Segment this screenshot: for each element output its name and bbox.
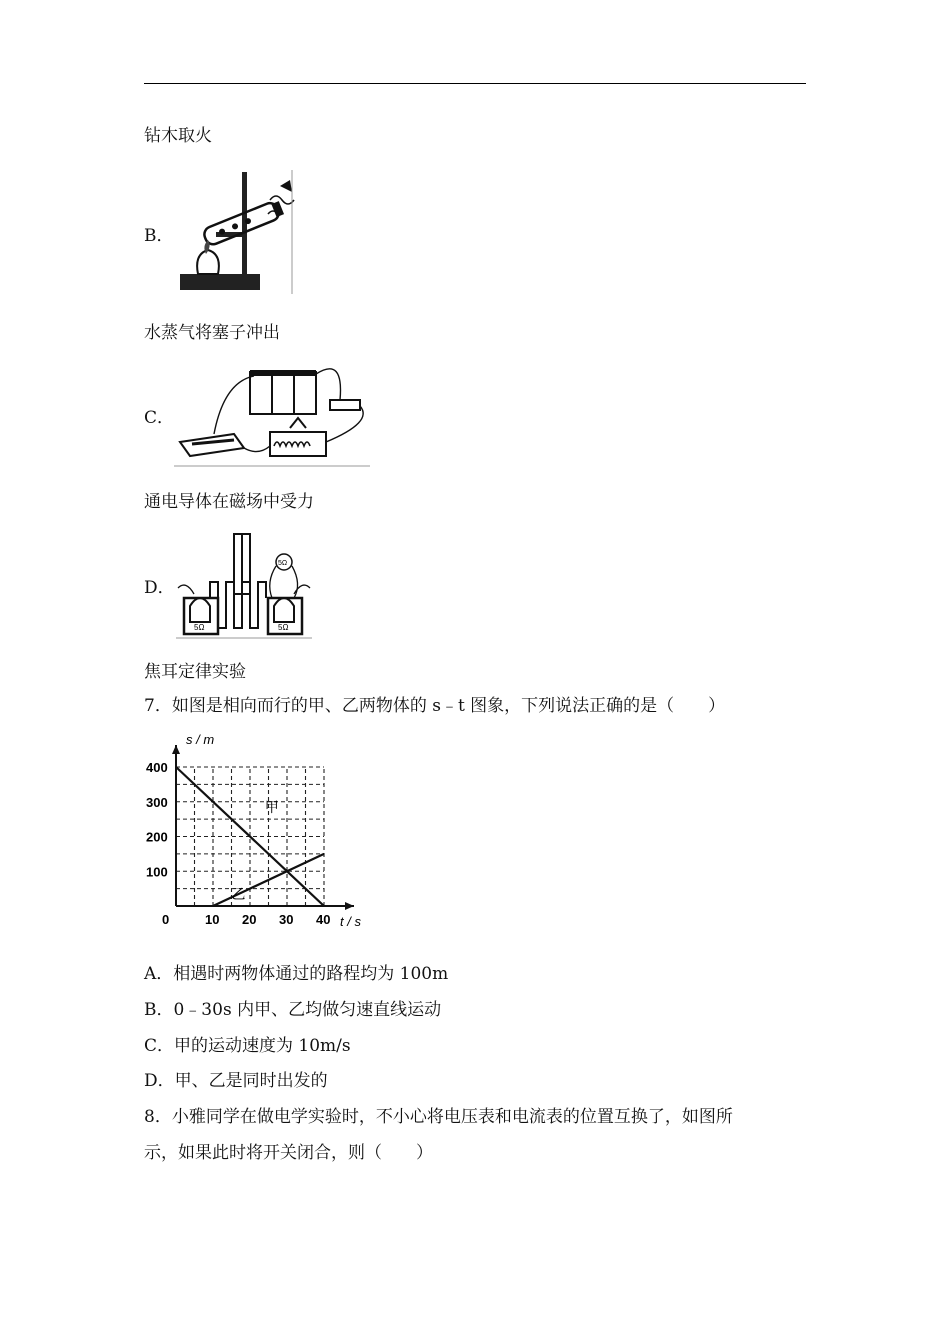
option-b-caption: 水蒸气将塞子冲出 (144, 323, 280, 343)
option-d-label: D． (144, 578, 175, 598)
x-tick-label: 0 (162, 912, 170, 927)
q8-stem-line2: 示，如果此时将开关闭合，则（ ） (144, 1143, 433, 1163)
q7-option-c: C．甲的运动速度为 10m/s (144, 1036, 351, 1056)
st-graph (140, 726, 380, 938)
q7-stem: 7．如图是相向而行的甲、乙两物体的 s﹣t 图象，下列说法正确的是（ ） (144, 696, 726, 716)
series-label-jia: 甲 (264, 800, 279, 817)
y-axis-label: s / m (186, 732, 215, 747)
option-a-caption: 钻木取火 (144, 126, 212, 146)
y-tick-label: 300 (146, 794, 168, 810)
y-tick-label: 100 (146, 864, 168, 880)
header-rule (144, 83, 806, 84)
resistor-top-label: 5Ω (278, 560, 288, 567)
option-c-caption: 通电导体在磁场中受力 (144, 492, 314, 512)
steam-stopper-figure (176, 170, 296, 294)
q7-option-a: A．相遇时两物体通过的路程均为 100m (144, 964, 449, 984)
resistor-right-label: 5Ω (278, 623, 289, 632)
q7-option-b: B．0﹣30s 内甲、乙均做匀速直线运动 (144, 1000, 442, 1020)
y-axis-arrow (172, 745, 180, 754)
x-tick-label: 40 (316, 912, 331, 927)
x-tick-label: 10 (205, 912, 220, 927)
x-tick-label: 30 (279, 912, 294, 927)
y-tick-label: 400 (146, 760, 168, 775)
joule-law-figure (176, 532, 312, 640)
y-tick-label: 200 (146, 829, 168, 845)
option-d-caption: 焦耳定律实验 (144, 662, 246, 682)
q7-option-d: D．甲、乙是同时出发的 (144, 1071, 328, 1091)
option-b-label: B． (144, 226, 174, 246)
series-label-yi: 乙 (231, 887, 246, 904)
option-c-label: C． (144, 408, 175, 428)
q8-stem-line1: 8．小雅同学在做电学实验时，不小心将电压表和电流表的位置互换了，如图所 (144, 1107, 733, 1127)
x-axis-label: t / s (340, 914, 361, 929)
x-tick-label: 20 (242, 912, 257, 927)
magnet-force-figure (174, 362, 370, 468)
x-axis-arrow (345, 902, 354, 910)
resistor-left-label: 5Ω (194, 623, 205, 632)
